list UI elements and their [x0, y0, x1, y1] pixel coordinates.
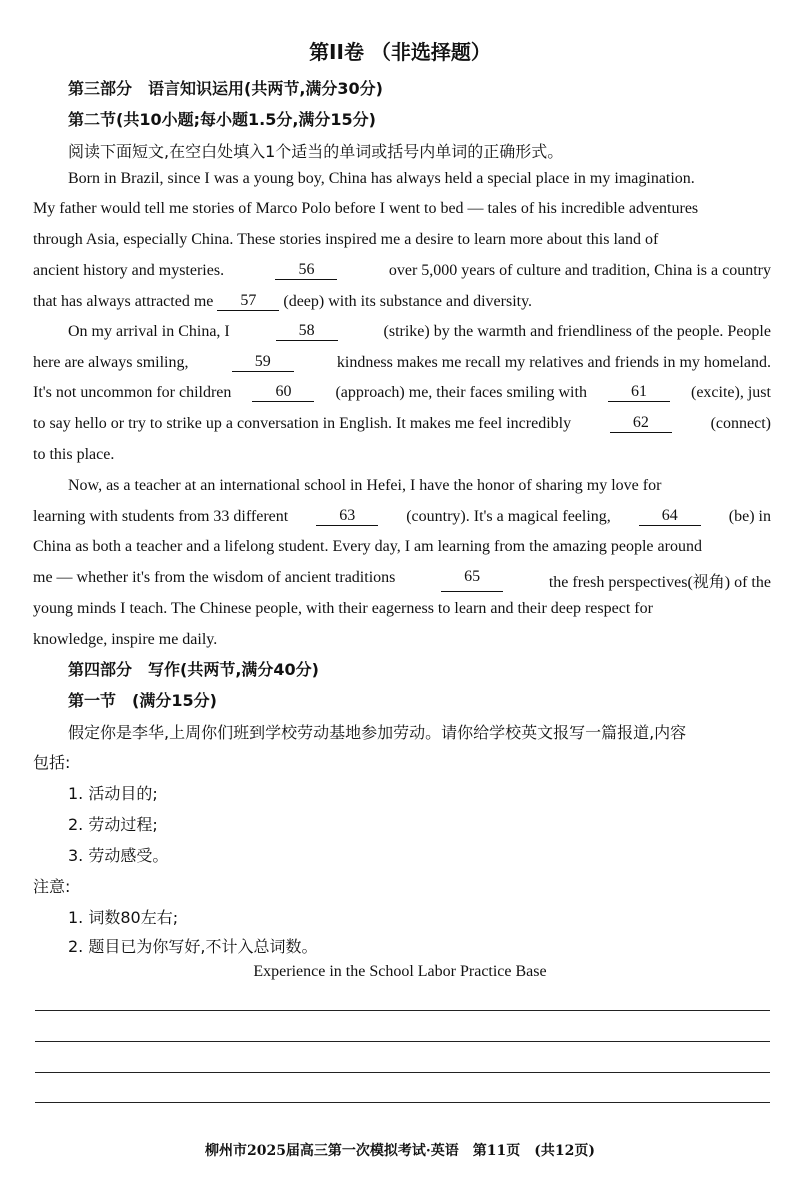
passage-text: me — whether it's from the wisdom of ancient traditions: [33, 569, 396, 586]
passage-line: [33, 293, 771, 311]
passage-text: (country). It's a magical feeling,: [406, 508, 611, 525]
blank-58[interactable]: 58: [276, 323, 338, 341]
essay-title: Experience in the School Labor Practice Base: [253, 963, 547, 980]
answer-line[interactable]: [35, 1072, 770, 1073]
passage-line: [68, 477, 771, 495]
passage-text: to say hello or try to strike up a conversation in English. It makes me feel incredibly: [33, 415, 572, 432]
blank-63[interactable]: 63: [316, 508, 378, 526]
passage-line: [33, 600, 771, 618]
passage-line: [68, 323, 771, 341]
part3-heading: 第三部分 语言知识运用(共两节,满分30分): [68, 79, 383, 98]
passage-text: (deep) with its substance and diversity.: [283, 293, 533, 310]
blank-60[interactable]: 60: [252, 384, 314, 402]
passage-text: kindness makes me recall my relatives and friends in my homeland.: [336, 354, 771, 371]
passage-line: [33, 354, 771, 372]
page-footer: 柳州市2025届高三第一次模拟考试·英语 第11页 (共12页): [204, 1143, 596, 1159]
blank-61[interactable]: 61: [608, 384, 670, 402]
part4-heading: 第四部分 写作(共两节,满分40分): [68, 660, 319, 679]
passage-line: [33, 538, 771, 556]
passage-line: [33, 569, 771, 592]
passage-text: here are always smiling,: [33, 354, 189, 371]
passage-line: [33, 631, 771, 649]
writing-point: 2. 劳动过程;: [68, 815, 158, 834]
passage-text: (connect): [710, 415, 771, 432]
passage-text: the fresh perspectives(视角) of the: [548, 574, 771, 591]
answer-line[interactable]: [35, 1010, 770, 1011]
passage-text: On my arrival in China, I: [68, 323, 230, 340]
answer-line[interactable]: [35, 1102, 770, 1103]
section-title: 第II卷 （非选择题）: [309, 40, 491, 64]
passage-text: ancient history and mysteries.: [33, 262, 225, 279]
passage-line: [33, 262, 771, 280]
writing-point: 3. 劳动感受。: [68, 846, 169, 865]
blank-65[interactable]: 65: [441, 569, 503, 592]
passage-text: It's not uncommon for children: [33, 384, 232, 401]
passage-text: (strike) by the warmth and friendliness of the people. People: [383, 323, 771, 340]
answer-line[interactable]: [35, 1041, 770, 1042]
writing-prompt-line2: 包括:: [33, 753, 71, 772]
passage-text: Born in Brazil, since I was a young boy, China has always held a special place in my imagination.: [68, 170, 695, 187]
part3-instruction: 阅读下面短文,在空白处填入1个适当的单词或括号内单词的正确形式。: [68, 142, 564, 161]
passage-text: that has always attracted me: [33, 293, 214, 310]
passage-text: knowledge, inspire me daily.: [33, 631, 218, 648]
blank-64[interactable]: 64: [639, 508, 701, 526]
writing-point: 1. 活动目的;: [68, 784, 158, 803]
passage-text: (be) in: [728, 508, 771, 525]
passage-text: My father would tell me stories of Marco Polo before I went to bed — tales of his incredible adventures: [33, 200, 699, 217]
blank-59[interactable]: 59: [232, 354, 294, 372]
part3-section2-heading: 第二节(共10小题;每小题1.5分,满分15分): [68, 110, 376, 129]
passage-line: [33, 231, 771, 249]
note-item: 2. 题目已为你写好,不计入总词数。: [68, 937, 318, 956]
passage-text: China as both a teacher and a lifelong student. Every day, I am learning from the amazing people around: [33, 538, 702, 555]
passage-line: [33, 415, 771, 433]
passage-line: [33, 446, 771, 464]
passage-text: (excite), just: [691, 384, 771, 401]
passage-text: (approach) me, their faces smiling with: [335, 384, 587, 401]
passage-text: young minds I teach. The Chinese people, with their eagerness to learn and their deep respect for: [33, 600, 653, 617]
passage-line: [33, 508, 771, 526]
note-item: 1. 词数80左右;: [68, 908, 179, 927]
passage-text: to this place.: [33, 446, 115, 463]
passage-text: through Asia, especially China. These stories inspired me a desire to learn more about this land of: [33, 231, 659, 248]
passage-text: over 5,000 years of culture and tradition, China is a country: [388, 262, 771, 279]
notes-label: 注意:: [33, 877, 71, 896]
passage-line: [33, 384, 771, 402]
blank-56[interactable]: 56: [275, 262, 337, 280]
part4-section1-heading: 第一节 (满分15分): [68, 691, 217, 710]
blank-62[interactable]: 62: [610, 415, 672, 433]
passage-text: Now, as a teacher at an international school in Hefei, I have the honor of sharing my love for: [68, 477, 662, 494]
passage-line: [33, 200, 771, 218]
writing-prompt-line1: 假定你是李华,上周你们班到学校劳动基地参加劳动。请你给学校英文报写一篇报道,内容: [68, 723, 687, 742]
blank-57[interactable]: 57: [217, 293, 279, 311]
passage-text: learning with students from 33 different: [33, 508, 289, 525]
passage-line: [68, 170, 771, 188]
